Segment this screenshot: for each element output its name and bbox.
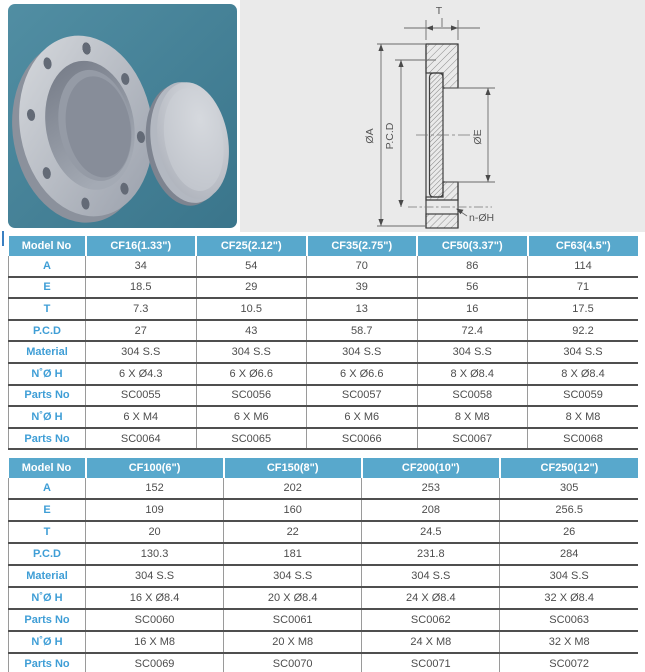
- thickness-label: T: [435, 5, 443, 17]
- row-label: N˚Ø H: [9, 363, 86, 385]
- row-label: N˚Ø H: [9, 631, 86, 653]
- spec-value: SC0070: [224, 653, 362, 672]
- spec-value: SC0061: [224, 609, 362, 631]
- spec-value: SC0060: [86, 609, 224, 631]
- spec-value: SC0064: [86, 428, 197, 450]
- header-row: [9, 458, 639, 478]
- spec-value: 13: [307, 298, 418, 320]
- model-column-header: CF50(3.37"): [417, 236, 528, 256]
- spec-row: [9, 631, 639, 653]
- outer-diameter-label: ØA: [364, 128, 376, 144]
- spec-value: SC0067: [417, 428, 528, 450]
- spec-value: 71: [528, 277, 639, 299]
- spec-value: SC0071: [362, 653, 500, 672]
- spec-value: 304 S.S: [86, 341, 197, 363]
- model-column-header: CF35(2.75"): [307, 236, 418, 256]
- spec-value: 160: [224, 499, 362, 521]
- flange-3d-image: [8, 4, 237, 228]
- spec-value: 54: [196, 256, 307, 277]
- spec-value: 6 X Ø6.6: [196, 363, 307, 385]
- model-column-header: CF16(1.33"): [86, 236, 197, 256]
- spec-row: [9, 478, 639, 499]
- spec-row: [9, 521, 639, 543]
- spec-value: 109: [86, 499, 224, 521]
- spec-value: 32 X M8: [500, 631, 638, 653]
- spec-row: [9, 277, 639, 299]
- spec-value: 202: [224, 478, 362, 499]
- model-no-header: Model No: [9, 458, 86, 478]
- header-row: [9, 236, 639, 256]
- spec-value: 27: [86, 320, 197, 342]
- spec-value: SC0057: [307, 385, 418, 407]
- spec-row: [9, 298, 639, 320]
- spec-value: SC0059: [528, 385, 639, 407]
- model-column-header: CF100(6"): [86, 458, 224, 478]
- spec-value: 32 X Ø8.4: [500, 587, 638, 609]
- spec-row: [9, 428, 639, 450]
- spec-value: 304 S.S: [362, 565, 500, 587]
- spec-value: 34: [86, 256, 197, 277]
- spec-value: SC0072: [500, 653, 638, 672]
- spec-value: 305: [500, 478, 638, 499]
- spec-value: 8 X M8: [528, 406, 639, 428]
- spec-value: 18.5: [86, 277, 197, 299]
- row-label: P.C.D: [9, 320, 86, 342]
- spec-value: 208: [362, 499, 500, 521]
- spec-value: 114: [528, 256, 639, 277]
- spec-value: 8 X M8: [417, 406, 528, 428]
- spec-value: 10.5: [196, 298, 307, 320]
- spec-value: 17.5: [528, 298, 639, 320]
- spec-value: SC0065: [196, 428, 307, 450]
- row-label: Parts No: [9, 428, 86, 450]
- model-column-header: CF250(12"): [500, 458, 638, 478]
- spec-value: 130.3: [86, 543, 224, 565]
- spec-row: [9, 341, 639, 363]
- spec-value: SC0056: [196, 385, 307, 407]
- spec-value: 6 X M4: [86, 406, 197, 428]
- spec-value: 16 X M8: [86, 631, 224, 653]
- spec-value: 6 X Ø4.3: [86, 363, 197, 385]
- spec-value: 43: [196, 320, 307, 342]
- spec-value: SC0063: [500, 609, 638, 631]
- spec-row: [9, 543, 639, 565]
- spec-value: 20 X M8: [224, 631, 362, 653]
- spec-value: 22: [224, 521, 362, 543]
- spec-value: 253: [362, 478, 500, 499]
- spec-row: [9, 363, 639, 385]
- model-column-header: CF63(4.5"): [528, 236, 639, 256]
- spec-value: 304 S.S: [528, 341, 639, 363]
- spec-value: 304 S.S: [224, 565, 362, 587]
- spec-row: [9, 406, 639, 428]
- spec-value: 29: [196, 277, 307, 299]
- inner-diameter-label: ØE: [472, 129, 484, 145]
- spec-value: 6 X Ø6.6: [307, 363, 418, 385]
- row-label: N˚Ø H: [9, 406, 86, 428]
- spec-value: 24 X M8: [362, 631, 500, 653]
- flange-section-drawing: [240, 0, 645, 232]
- row-label: E: [9, 499, 86, 521]
- spec-row: [9, 609, 639, 631]
- spec-row: [9, 565, 639, 587]
- spec-row: [9, 385, 639, 407]
- row-label: Parts No: [9, 653, 86, 672]
- row-label: T: [9, 521, 86, 543]
- spec-row: [9, 499, 639, 521]
- row-label: Material: [9, 341, 86, 363]
- spec-value: 92.2: [528, 320, 639, 342]
- spec-value: 86: [417, 256, 528, 277]
- spec-value: 20: [86, 521, 224, 543]
- spec-value: 24 X Ø8.4: [362, 587, 500, 609]
- spec-value: 70: [307, 256, 418, 277]
- spec-value: 256.5: [500, 499, 638, 521]
- spec-value: 6 X M6: [196, 406, 307, 428]
- row-label: P.C.D: [9, 543, 86, 565]
- row-label: N˚Ø H: [9, 587, 86, 609]
- spec-value: 8 X Ø8.4: [528, 363, 639, 385]
- row-label: A: [9, 478, 86, 499]
- spec-value: SC0068: [528, 428, 639, 450]
- pitch-circle-label: P.C.D: [384, 122, 396, 150]
- spec-value: 24.5: [362, 521, 500, 543]
- spec-value: SC0069: [86, 653, 224, 672]
- spec-value: 58.7: [307, 320, 418, 342]
- spec-value: SC0055: [86, 385, 197, 407]
- flange-3d-render: [8, 4, 237, 228]
- model-column-header: CF25(2.12"): [196, 236, 307, 256]
- spec-row: [9, 587, 639, 609]
- spec-row: [9, 653, 639, 672]
- spec-value: 56: [417, 277, 528, 299]
- spec-value: 181: [224, 543, 362, 565]
- spec-value: 16: [417, 298, 528, 320]
- page-edge-mark: [2, 231, 4, 246]
- spec-row: [9, 320, 639, 342]
- row-label: Material: [9, 565, 86, 587]
- bolt-hole-label: n-ØH: [469, 212, 495, 224]
- spec-value: 284: [500, 543, 638, 565]
- spec-value: 304 S.S: [86, 565, 224, 587]
- spec-value: 16 X Ø8.4: [86, 587, 224, 609]
- spec-value: 72.4: [417, 320, 528, 342]
- spec-row: [9, 256, 639, 277]
- row-label: Parts No: [9, 609, 86, 631]
- section-drawing-svg: [240, 0, 645, 232]
- spec-value: 231.8: [362, 543, 500, 565]
- spec-value: 20 X Ø8.4: [224, 587, 362, 609]
- spec-value: 304 S.S: [500, 565, 638, 587]
- spec-value: 152: [86, 478, 224, 499]
- spec-value: SC0058: [417, 385, 528, 407]
- spec-value: 7.3: [86, 298, 197, 320]
- row-label: E: [9, 277, 86, 299]
- spec-value: SC0066: [307, 428, 418, 450]
- row-label: T: [9, 298, 86, 320]
- spec-value: 26: [500, 521, 638, 543]
- spec-value: 304 S.S: [307, 341, 418, 363]
- spec-value: 304 S.S: [417, 341, 528, 363]
- row-label: A: [9, 256, 86, 277]
- spec-table-large-flanges: [8, 458, 638, 672]
- model-no-header: Model No: [9, 236, 86, 256]
- spec-table-small-flanges: [8, 236, 638, 450]
- model-column-header: CF150(8"): [224, 458, 362, 478]
- spec-value: 6 X M6: [307, 406, 418, 428]
- spec-value: SC0062: [362, 609, 500, 631]
- spec-value: 8 X Ø8.4: [417, 363, 528, 385]
- spec-value: 304 S.S: [196, 341, 307, 363]
- model-column-header: CF200(10"): [362, 458, 500, 478]
- spec-value: 39: [307, 277, 418, 299]
- row-label: Parts No: [9, 385, 86, 407]
